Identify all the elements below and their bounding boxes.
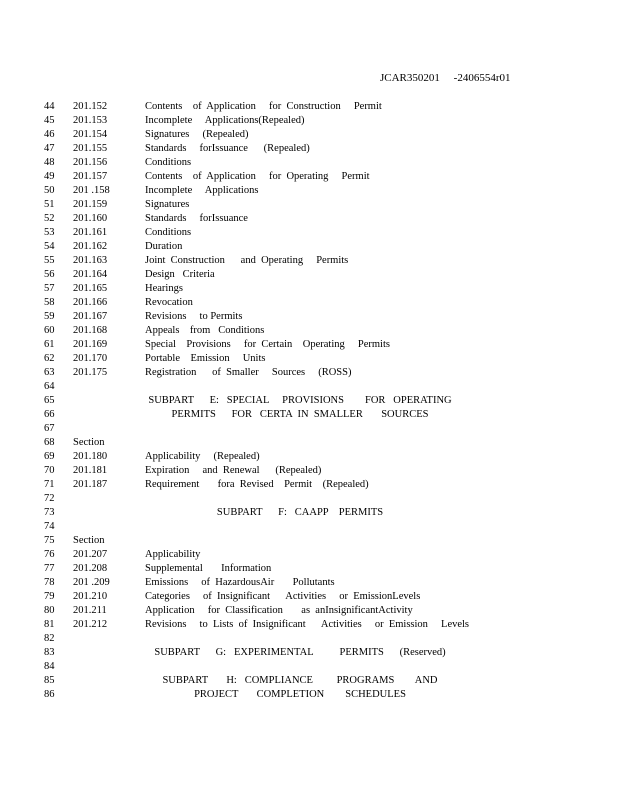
section-number: 201.152 <box>73 101 108 112</box>
toc-row <box>0 450 618 464</box>
section-title: Conditions <box>145 227 192 238</box>
toc-row <box>0 226 618 240</box>
section-title: Emissions of HazardousAir Pollutants <box>145 577 335 588</box>
section-number: 201.175 <box>73 367 108 378</box>
line-number: 50 <box>44 185 55 196</box>
line-number: 48 <box>44 157 55 168</box>
section-number: 201.207 <box>73 549 108 560</box>
section-number: 201.153 <box>73 115 108 126</box>
section-number: 201.169 <box>73 339 108 350</box>
subpart-heading-row <box>0 408 618 422</box>
section-title: Applicability <box>145 549 201 560</box>
toc-row <box>0 352 618 366</box>
section-title: Duration <box>145 241 183 252</box>
toc-row <box>0 632 618 646</box>
toc-row <box>0 114 618 128</box>
subpart-heading-row <box>0 394 618 408</box>
line-number: 47 <box>44 143 55 154</box>
section-number: Section <box>73 535 105 546</box>
section-number: 201.160 <box>73 213 108 224</box>
subpart-heading: SUBPART F: CAAPP PERMITS <box>216 507 384 518</box>
line-number: 73 <box>44 507 55 518</box>
subpart-heading: SUBPART G: EXPERIMENTAL PERMITS (Reserved) <box>154 647 446 658</box>
section-title: Design Criteria <box>145 269 215 280</box>
toc-row <box>0 198 618 212</box>
section-number: 201.162 <box>73 241 108 252</box>
section-number: 201.168 <box>73 325 108 336</box>
subpart-heading-row <box>0 646 618 660</box>
line-number: 72 <box>44 493 55 504</box>
section-number: 201.170 <box>73 353 108 364</box>
section-title: Conditions <box>145 157 192 168</box>
line-number: 80 <box>44 605 55 616</box>
subpart-heading-row <box>0 674 618 688</box>
toc-row <box>0 534 618 548</box>
toc-row <box>0 240 618 254</box>
line-number: 54 <box>44 241 55 252</box>
line-number: 60 <box>44 325 55 336</box>
subpart-heading: PERMITS FOR CERTA IN SMALLER SOURCES <box>171 409 429 420</box>
toc-row <box>0 184 618 198</box>
section-number: 201 .158 <box>73 185 110 196</box>
section-title: Hearings <box>145 283 183 294</box>
section-number: 201.167 <box>73 311 108 322</box>
toc-row <box>0 338 618 352</box>
section-number: 201.181 <box>73 465 108 476</box>
toc-row <box>0 310 618 324</box>
line-number: 68 <box>44 437 55 448</box>
section-number: 201.164 <box>73 269 108 280</box>
section-title: Registration of Smaller Sources (ROSS) <box>145 367 352 378</box>
section-number: 201.180 <box>73 451 108 462</box>
section-title: Signatures (Repealed) <box>145 129 249 140</box>
toc-row <box>0 422 618 436</box>
line-number: 49 <box>44 171 55 182</box>
section-number: 201.163 <box>73 255 108 266</box>
line-number: 45 <box>44 115 55 126</box>
toc-row <box>0 254 618 268</box>
toc-row <box>0 156 618 170</box>
toc-row <box>0 604 618 618</box>
toc-row <box>0 562 618 576</box>
section-number: 201.211 <box>73 605 107 616</box>
toc-row <box>0 268 618 282</box>
line-number: 55 <box>44 255 55 266</box>
line-number: 70 <box>44 465 55 476</box>
line-number: 52 <box>44 213 55 224</box>
subpart-heading-row <box>0 506 618 520</box>
toc-row <box>0 478 618 492</box>
section-title: Contents of Application for Construction Permit <box>145 101 382 112</box>
line-number: 64 <box>44 381 55 392</box>
section-number: 201.159 <box>73 199 108 210</box>
line-number: 71 <box>44 479 55 490</box>
toc-row <box>0 464 618 478</box>
line-number: 74 <box>44 521 55 532</box>
section-title: Expiration and Renewal (Repealed) <box>145 465 322 476</box>
section-title: Revocation <box>145 297 193 308</box>
toc-row <box>0 436 618 450</box>
toc-row <box>0 380 618 394</box>
section-title: Joint Construction and Operating Permits <box>145 255 349 266</box>
section-number: 201.166 <box>73 297 108 308</box>
subpart-heading: SUBPART E: SPECIAL PROVISIONS FOR OPERATING <box>148 395 452 406</box>
toc-row <box>0 296 618 310</box>
section-title: Special Provisions for Certain Operating Permits <box>145 339 390 350</box>
line-number: 79 <box>44 591 55 602</box>
line-number: 81 <box>44 619 55 630</box>
toc-row <box>0 282 618 296</box>
section-title: Portable Emission Units <box>145 353 266 364</box>
line-number: 63 <box>44 367 55 378</box>
line-number: 58 <box>44 297 55 308</box>
section-number: Section <box>73 437 105 448</box>
toc-row <box>0 212 618 226</box>
section-title: Contents of Application for Operating Permit <box>145 171 370 182</box>
section-title: Incomplete Applications(Repealed) <box>145 115 305 126</box>
section-title: Standards forIssuance (Repealed) <box>145 143 310 154</box>
toc-row <box>0 576 618 590</box>
toc-row <box>0 366 618 380</box>
section-number: 201.210 <box>73 591 108 602</box>
toc-row <box>0 100 618 114</box>
line-number: 56 <box>44 269 55 280</box>
toc-row <box>0 170 618 184</box>
line-number: 66 <box>44 409 55 420</box>
line-number: 78 <box>44 577 55 588</box>
line-number: 77 <box>44 563 55 574</box>
section-title: Incomplete Applications <box>145 185 259 196</box>
line-number: 44 <box>44 101 55 112</box>
toc-row <box>0 590 618 604</box>
line-number: 46 <box>44 129 55 140</box>
toc-row <box>0 520 618 534</box>
section-title: Appeals from Conditions <box>145 325 265 336</box>
section-title: Supplemental Information <box>145 563 272 574</box>
toc-row <box>0 128 618 142</box>
line-number: 61 <box>44 339 55 350</box>
toc-row <box>0 548 618 562</box>
line-number: 57 <box>44 283 55 294</box>
toc-row <box>0 492 618 506</box>
section-number: 201.154 <box>73 129 108 140</box>
line-number: 84 <box>44 661 55 672</box>
section-number: 201.161 <box>73 227 108 238</box>
line-number: 67 <box>44 423 55 434</box>
toc-row <box>0 660 618 674</box>
section-number: 201.187 <box>73 479 108 490</box>
section-number: 201.155 <box>73 143 108 154</box>
section-number: 201.212 <box>73 619 108 630</box>
line-number: 86 <box>44 689 55 700</box>
section-number: 201.165 <box>73 283 108 294</box>
line-number: 85 <box>44 675 55 686</box>
toc-row <box>0 618 618 632</box>
section-title: Application for Classification as anInsignificantActivity <box>145 605 413 616</box>
section-title: Standards forIssuance <box>145 213 248 224</box>
document-header <box>380 72 510 84</box>
line-number: 82 <box>44 633 55 644</box>
section-title: Categories of Insignificant Activities or EmissionLevels <box>145 591 421 602</box>
section-title: Requirement fora Revised Permit (Repealed) <box>145 479 369 490</box>
line-number: 51 <box>44 199 55 210</box>
line-number: 65 <box>44 395 55 406</box>
section-number: 201.156 <box>73 157 108 168</box>
toc-row <box>0 324 618 338</box>
section-number: 201 .209 <box>73 577 110 588</box>
subpart-heading: SUBPART H: COMPLIANCE PROGRAMS AND <box>162 675 438 686</box>
line-number: 62 <box>44 353 55 364</box>
subpart-heading: PROJECT COMPLETION SCHEDULES <box>194 689 406 700</box>
line-number: 75 <box>44 535 55 546</box>
document-id: JCAR350201 <box>380 72 440 84</box>
line-number: 76 <box>44 549 55 560</box>
line-number: 69 <box>44 451 55 462</box>
section-title: Signatures <box>145 199 190 210</box>
section-title: Applicability (Repealed) <box>145 451 260 462</box>
subpart-heading-row <box>0 688 618 702</box>
document-code: -2406554r01 <box>453 72 511 84</box>
line-number: 83 <box>44 647 55 658</box>
section-title: Revisions to Permits <box>145 311 243 322</box>
section-number: 201.208 <box>73 563 108 574</box>
section-number: 201.157 <box>73 171 108 182</box>
section-title: Revisions to Lists of Insignificant Activities or Emission Levels <box>145 619 470 630</box>
toc-row <box>0 142 618 156</box>
line-number: 53 <box>44 227 55 238</box>
table-of-contents <box>0 100 618 702</box>
line-number: 59 <box>44 311 55 322</box>
